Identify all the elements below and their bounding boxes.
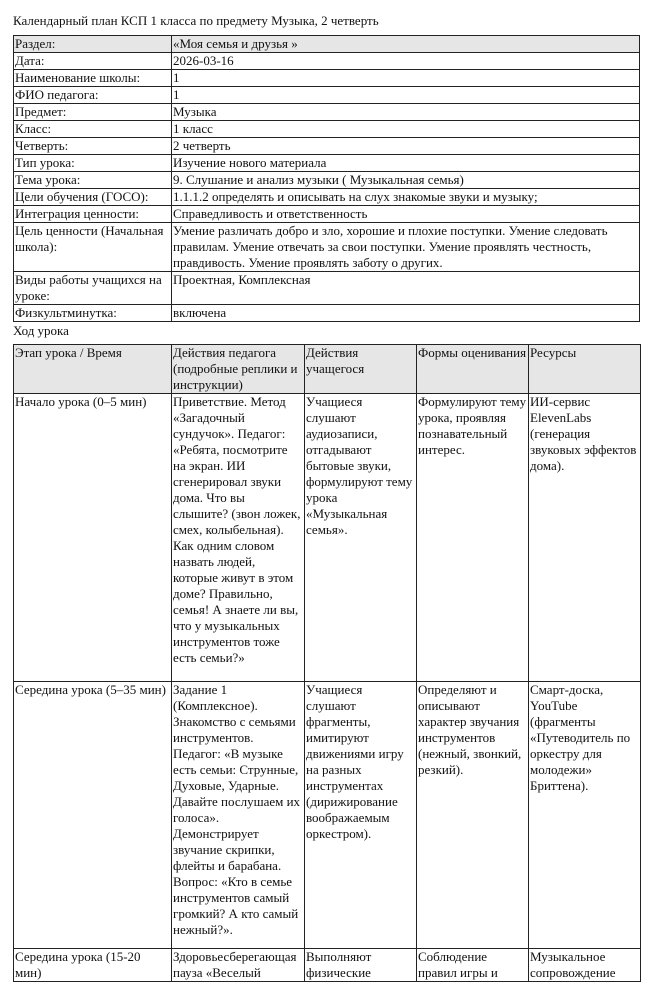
info-label: Цели обучения (ГОСО): (14, 189, 172, 206)
resources-cell: Смарт-доска, YouTube (фрагменты «Путеводитель по оркестру для молодежи» Бриттена). (529, 682, 641, 949)
info-row-value-integration (14, 206, 640, 223)
lesson-flow-table (13, 344, 641, 982)
info-value: 1 класс (172, 121, 640, 138)
info-row-learning-goals (14, 189, 640, 206)
stage-cell: Середина урока (5–35 мин) (14, 682, 172, 949)
info-value: включена (172, 305, 640, 322)
info-value: 1.1.1.2 определять и описывать на слух знакомые звуки и музыку; (172, 189, 640, 206)
info-row-lesson-type (14, 155, 640, 172)
info-value: Справедливость и ответственность (172, 206, 640, 223)
info-value: 2 четверть (172, 138, 640, 155)
info-row-teacher (14, 87, 640, 104)
info-label: Наименование школы: (14, 70, 172, 87)
info-label: ФИО педагога: (14, 87, 172, 104)
info-label: Интеграция ценности: (14, 206, 172, 223)
info-row-physical-break (14, 305, 640, 322)
student-actions-cell: Учащиеся слушают аудиозаписи, отгадывают бытовые звуки, формулируют тему урока «Музыкальная семья». (305, 394, 417, 682)
stage-cell: Начало урока (0–5 мин) (14, 394, 172, 682)
lesson-info-table (13, 35, 640, 322)
assessment-cell: Формулируют тему урока, проявляя познавательный интерес. (417, 394, 529, 682)
table-row (14, 949, 641, 982)
info-value: Изучение нового материала (172, 155, 640, 172)
lesson-flow-header-row (14, 345, 641, 394)
teacher-actions-cell: Приветствие. Метод «Загадочный сундучок». Педагог: «Ребята, посмотрите на экран. ИИ сгенерировал звуки дома. Что вы слышите? (звон ложек, смех, колыбельная). Как одним словом назвать людей, которые живут в этом доме? Правильно, семья! А знаете ли вы, что у музыкальных инструментов тоже есть семьи?» (172, 394, 305, 682)
table-row (14, 394, 641, 682)
info-value: Умение различать добро и зло, хорошие и плохие поступки. Умение следовать правилам. Умение отвечать за свои поступки. Умение проявлять честность, правдивость. Умение проявлять заботу о других. (172, 223, 640, 272)
info-label: Тип урока: (14, 155, 172, 172)
info-label: Тема урока: (14, 172, 172, 189)
header-stage-time: Этап урока / Время (14, 345, 172, 394)
student-actions-cell: Выполняют физические (305, 949, 417, 982)
info-value: 1 (172, 87, 640, 104)
info-row-value-goal (14, 223, 640, 272)
info-row-date (14, 53, 640, 70)
student-actions-cell: Учащиеся слушают фрагменты, имитируют движениями игру на разных инструментах (дирижирование воображаемым оркестром). (305, 682, 417, 949)
teacher-actions-cell: Здоровьесберегающая пауза «Веселый (172, 949, 305, 982)
info-label: Раздел: (14, 36, 172, 53)
resources-cell: Музыкальное сопровождение (529, 949, 641, 982)
info-row-grade (14, 121, 640, 138)
assessment-cell: Определяют и описывают характер звучания инструментов (нежный, звонкий, резкий). (417, 682, 529, 949)
info-value: 2026-03-16 (172, 53, 640, 70)
lesson-flow-heading: Ход урока (13, 323, 69, 338)
header-resources: Ресурсы (529, 345, 641, 394)
info-label: Виды работы учащихся на уроке: (14, 272, 172, 305)
header-student-actions: Действия учащегося (305, 345, 417, 394)
info-label: Класс: (14, 121, 172, 138)
resources-cell: ИИ-сервис ElevenLabs (генерация звуковых эффектов дома). (529, 394, 641, 682)
teacher-actions-cell: Задание 1 (Комплексное). Знакомство с семьями инструментов. Педагог: «В музыке есть семьи: Струнные, Духовые, Ударные. Давайте послушаем их голоса». Демонстрирует звучание скрипки, флейты и барабана. Вопрос: «Кто в семье инструментов самый громкий? А кто самый нежный?». (172, 682, 305, 949)
header-assessment: Формы оценивания (417, 345, 529, 394)
info-value: Проектная, Комплексная (172, 272, 640, 305)
info-value: «Моя семья и друзья » (172, 36, 640, 53)
info-value: Музыка (172, 104, 640, 121)
info-row-section (14, 36, 640, 53)
info-value: 1 (172, 70, 640, 87)
info-label: Четверть: (14, 138, 172, 155)
info-row-school (14, 70, 640, 87)
info-row-work-types (14, 272, 640, 305)
table-row (14, 682, 641, 949)
info-label: Дата: (14, 53, 172, 70)
stage-cell: Середина урока (15-20 мин) (14, 949, 172, 982)
info-label: Предмет: (14, 104, 172, 121)
info-label: Физкультминутка: (14, 305, 172, 322)
document-title: Календарный план КСП 1 класса по предмету Музыка, 2 четверть (13, 13, 379, 28)
info-label: Цель ценности (Начальная школа): (14, 223, 172, 272)
assessment-cell: Соблюдение правил игры и (417, 949, 529, 982)
info-row-quarter (14, 138, 640, 155)
info-value: 9. Слушание и анализ музыки ( Музыкальная семья) (172, 172, 640, 189)
header-teacher-actions: Действия педагога (подробные реплики и инструкции) (172, 345, 305, 394)
info-row-lesson-topic (14, 172, 640, 189)
info-row-subject (14, 104, 640, 121)
